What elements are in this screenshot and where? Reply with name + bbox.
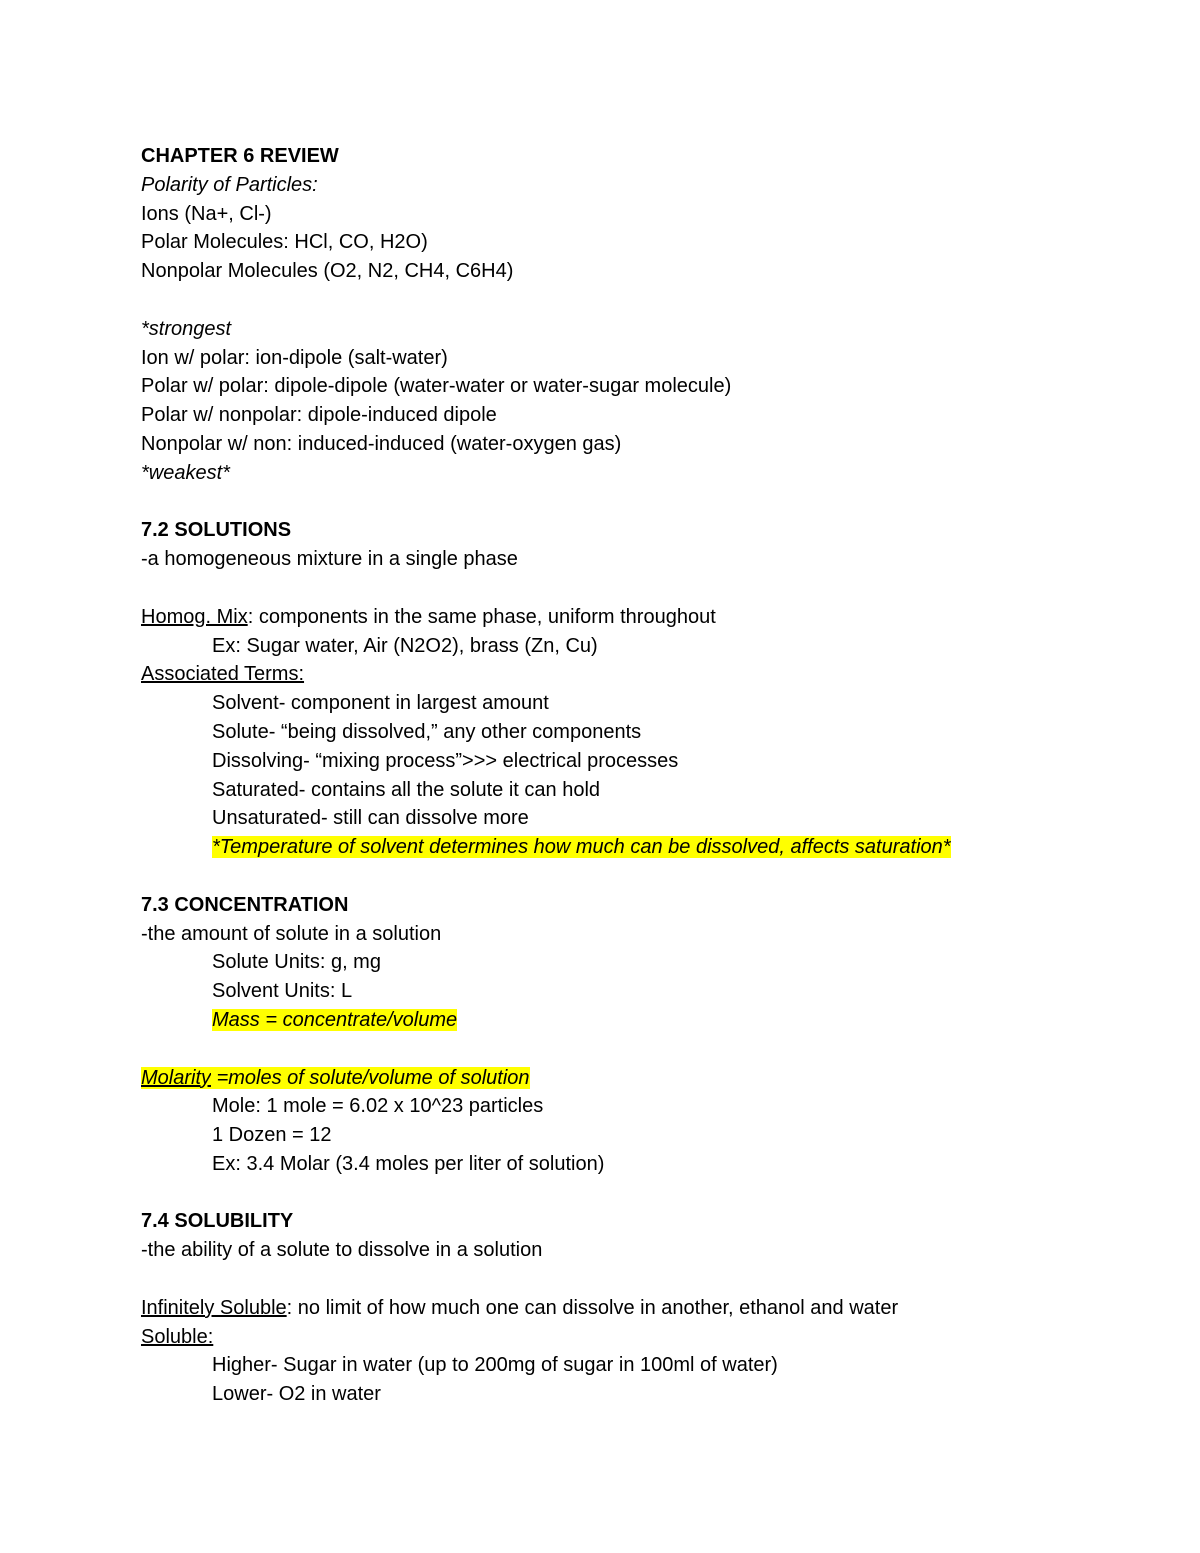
solutions-definition: -a homogeneous mixture in a single phase (141, 548, 518, 571)
saturated-term: Saturated- contains all the solute it can hold (212, 778, 601, 801)
infinitely-soluble-definition: : no limit of how much one can dissolve in another, ethanol and water (286, 1296, 899, 1319)
nonpolar-molecules-line: Nonpolar Molecules (O2, N2, CH4, C6H4) (141, 260, 514, 283)
mass-formula: Mass = concentrate/volume (212, 1008, 458, 1031)
associated-terms-line (141, 660, 1141, 689)
document-body (141, 142, 1141, 1409)
polar-polar-line: Polar w/ polar: dipole-dipole (water-water or water-sugar molecule) (141, 375, 732, 398)
strongest-note: *strongest (141, 317, 232, 340)
higher-solubility: Higher- Sugar in water (up to 200mg of sugar in 100ml of water) (212, 1354, 778, 1377)
weakest-note: *weakest* (141, 461, 230, 484)
associated-terms-heading: Associated Terms: (141, 663, 305, 686)
concentration-title: 7.3 CONCENTRATION (141, 893, 349, 916)
ions-line: Ions (Na+, Cl-) (141, 202, 272, 225)
spacer (141, 1179, 1141, 1208)
polar-molecules-line: Polar Molecules: HCl, CO, H2O) (141, 231, 428, 254)
lower-solubility: Lower- O2 in water (212, 1383, 381, 1406)
ion-polar-line: Ion w/ polar: ion-dipole (salt-water) (141, 346, 448, 369)
unsaturated-term: Unsaturated- still can dissolve more (212, 807, 529, 830)
dozen-definition: 1 Dozen = 12 (212, 1124, 332, 1147)
dissolving-term: Dissolving- “mixing process”>>> electrical processes (212, 749, 679, 772)
polar-nonpolar-line: Polar w/ nonpolar: dipole-induced dipole (141, 404, 497, 427)
solute-term: Solute- “being dissolved,” any other components (212, 720, 642, 743)
nonpolar-non-line: Nonpolar w/ non: induced-induced (water-oxygen gas) (141, 432, 622, 455)
solvent-units: Solvent Units: L (212, 980, 353, 1003)
mass-formula-line (141, 1006, 1141, 1035)
temperature-note: *Temperature of solvent determines how much can be dissolved, affects saturation* (212, 836, 951, 859)
mole-definition: Mole: 1 mole = 6.02 x 10^23 particles (212, 1095, 544, 1118)
homog-mix-definition: : components in the same phase, uniform throughout (247, 605, 716, 628)
spacer (141, 1265, 1141, 1294)
spacer (141, 488, 1141, 517)
spacer (141, 862, 1141, 891)
spacer (141, 1035, 1141, 1064)
molarity-line (141, 1064, 1141, 1093)
infinitely-soluble-line (141, 1294, 1141, 1323)
polarity-heading: Polarity of Particles: (141, 173, 318, 196)
homog-mix-term: Homog. Mix (141, 605, 248, 628)
molarity-term: Molarity (141, 1066, 212, 1089)
solutions-title: 7.2 SOLUTIONS (141, 519, 292, 542)
homog-mix-line (141, 603, 1141, 632)
solubility-title: 7.4 SOLUBILITY (141, 1210, 294, 1233)
spacer (141, 286, 1141, 315)
homog-example: Ex: Sugar water, Air (N2O2), brass (Zn, Cu) (212, 634, 598, 657)
concentration-definition: -the amount of solute in a solution (141, 922, 442, 945)
soluble-line (141, 1323, 1141, 1352)
chapter-title: CHAPTER 6 REVIEW (141, 145, 339, 167)
solute-units: Solute Units: g, mg (212, 951, 381, 974)
spacer (141, 574, 1141, 603)
molarity-formula: =moles of solute/volume of solution (211, 1066, 530, 1089)
infinitely-soluble-term: Infinitely Soluble (141, 1296, 287, 1319)
solubility-definition: -the ability of a solute to dissolve in a solution (141, 1239, 543, 1262)
temperature-note-line (141, 833, 1141, 862)
solvent-term: Solvent- component in largest amount (212, 692, 549, 715)
soluble-heading: Soluble: (141, 1325, 214, 1348)
molar-example: Ex: 3.4 Molar (3.4 moles per liter of solution) (212, 1152, 605, 1175)
